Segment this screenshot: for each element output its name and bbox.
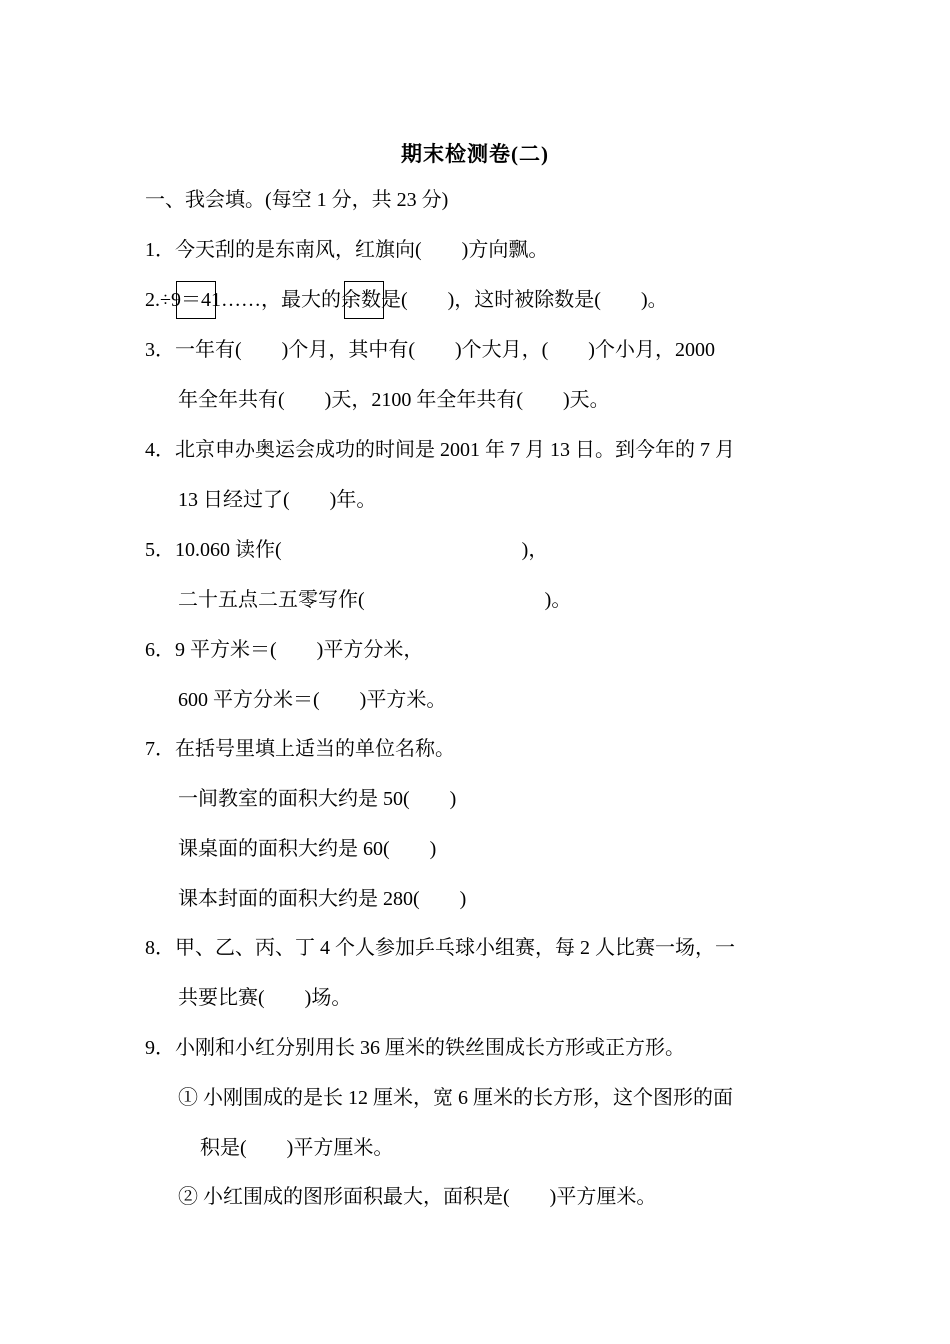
question-3-line-2: 年全年共有( )天，2100 年全年共有( )天。 [178, 389, 610, 411]
question-6-line-1: 6．9 平方米＝( )平方分米， [145, 639, 424, 661]
question-7: 7．在括号里填上适当的单位名称。 [145, 738, 455, 760]
page-title: 期末检测卷(二) [401, 142, 549, 166]
question-6-line-2: 600 平方分米＝( )平方米。 [178, 689, 447, 711]
question-9-part-2: ② 小红围成的图形面积最大，面积是( )平方厘米。 [178, 1186, 657, 1208]
question-5-line-2: 二十五点二五零写作( )。 [178, 589, 572, 611]
question-7-item-a: 一间教室的面积大约是 50( ) [178, 788, 457, 810]
question-4-line-2: 13 日经过了( )年。 [178, 489, 377, 511]
section-heading: 一、我会填。(每空 1 分，共 23 分) [145, 189, 449, 211]
question-5-line-1: 5．10.060 读作( )， [145, 539, 549, 561]
question-8-line-2: 共要比赛( )场。 [178, 987, 352, 1009]
question-1: 1．今天刮的是东南风，红旗向( )方向飘。 [145, 239, 549, 261]
question-7-item-c: 课本封面的面积大约是 280( ) [178, 888, 467, 910]
answer-box-divisor [176, 281, 216, 319]
question-9-part-1-line-1: ① 小刚围成的是长 12 厘米，宽 6 厘米的长方形，这个图形的面 [178, 1087, 733, 1109]
question-8-line-1: 8．甲、乙、丙、丁 4 个人参加乒乓球小组赛，每 2 人比赛一场，一 [145, 937, 735, 959]
question-3-line-1: 3．一年有( )个月，其中有( )个大月，( )个小月，2000 [145, 339, 715, 361]
question-2: 2.÷9＝41……，最大的余数是( )，这时被除数是( )。 [145, 289, 668, 311]
question-9: 9．小刚和小红分别用长 36 厘米的铁丝围成长方形或正方形。 [145, 1037, 685, 1059]
question-9-part-1-line-2: 积是( )平方厘米。 [200, 1137, 394, 1159]
question-7-item-b: 课桌面的面积大约是 60( ) [178, 838, 437, 860]
question-4-line-1: 4．北京申办奥运会成功的时间是 2001 年 7 月 13 日。到今年的 7 月 [145, 439, 735, 461]
answer-box-remainder [344, 281, 384, 319]
